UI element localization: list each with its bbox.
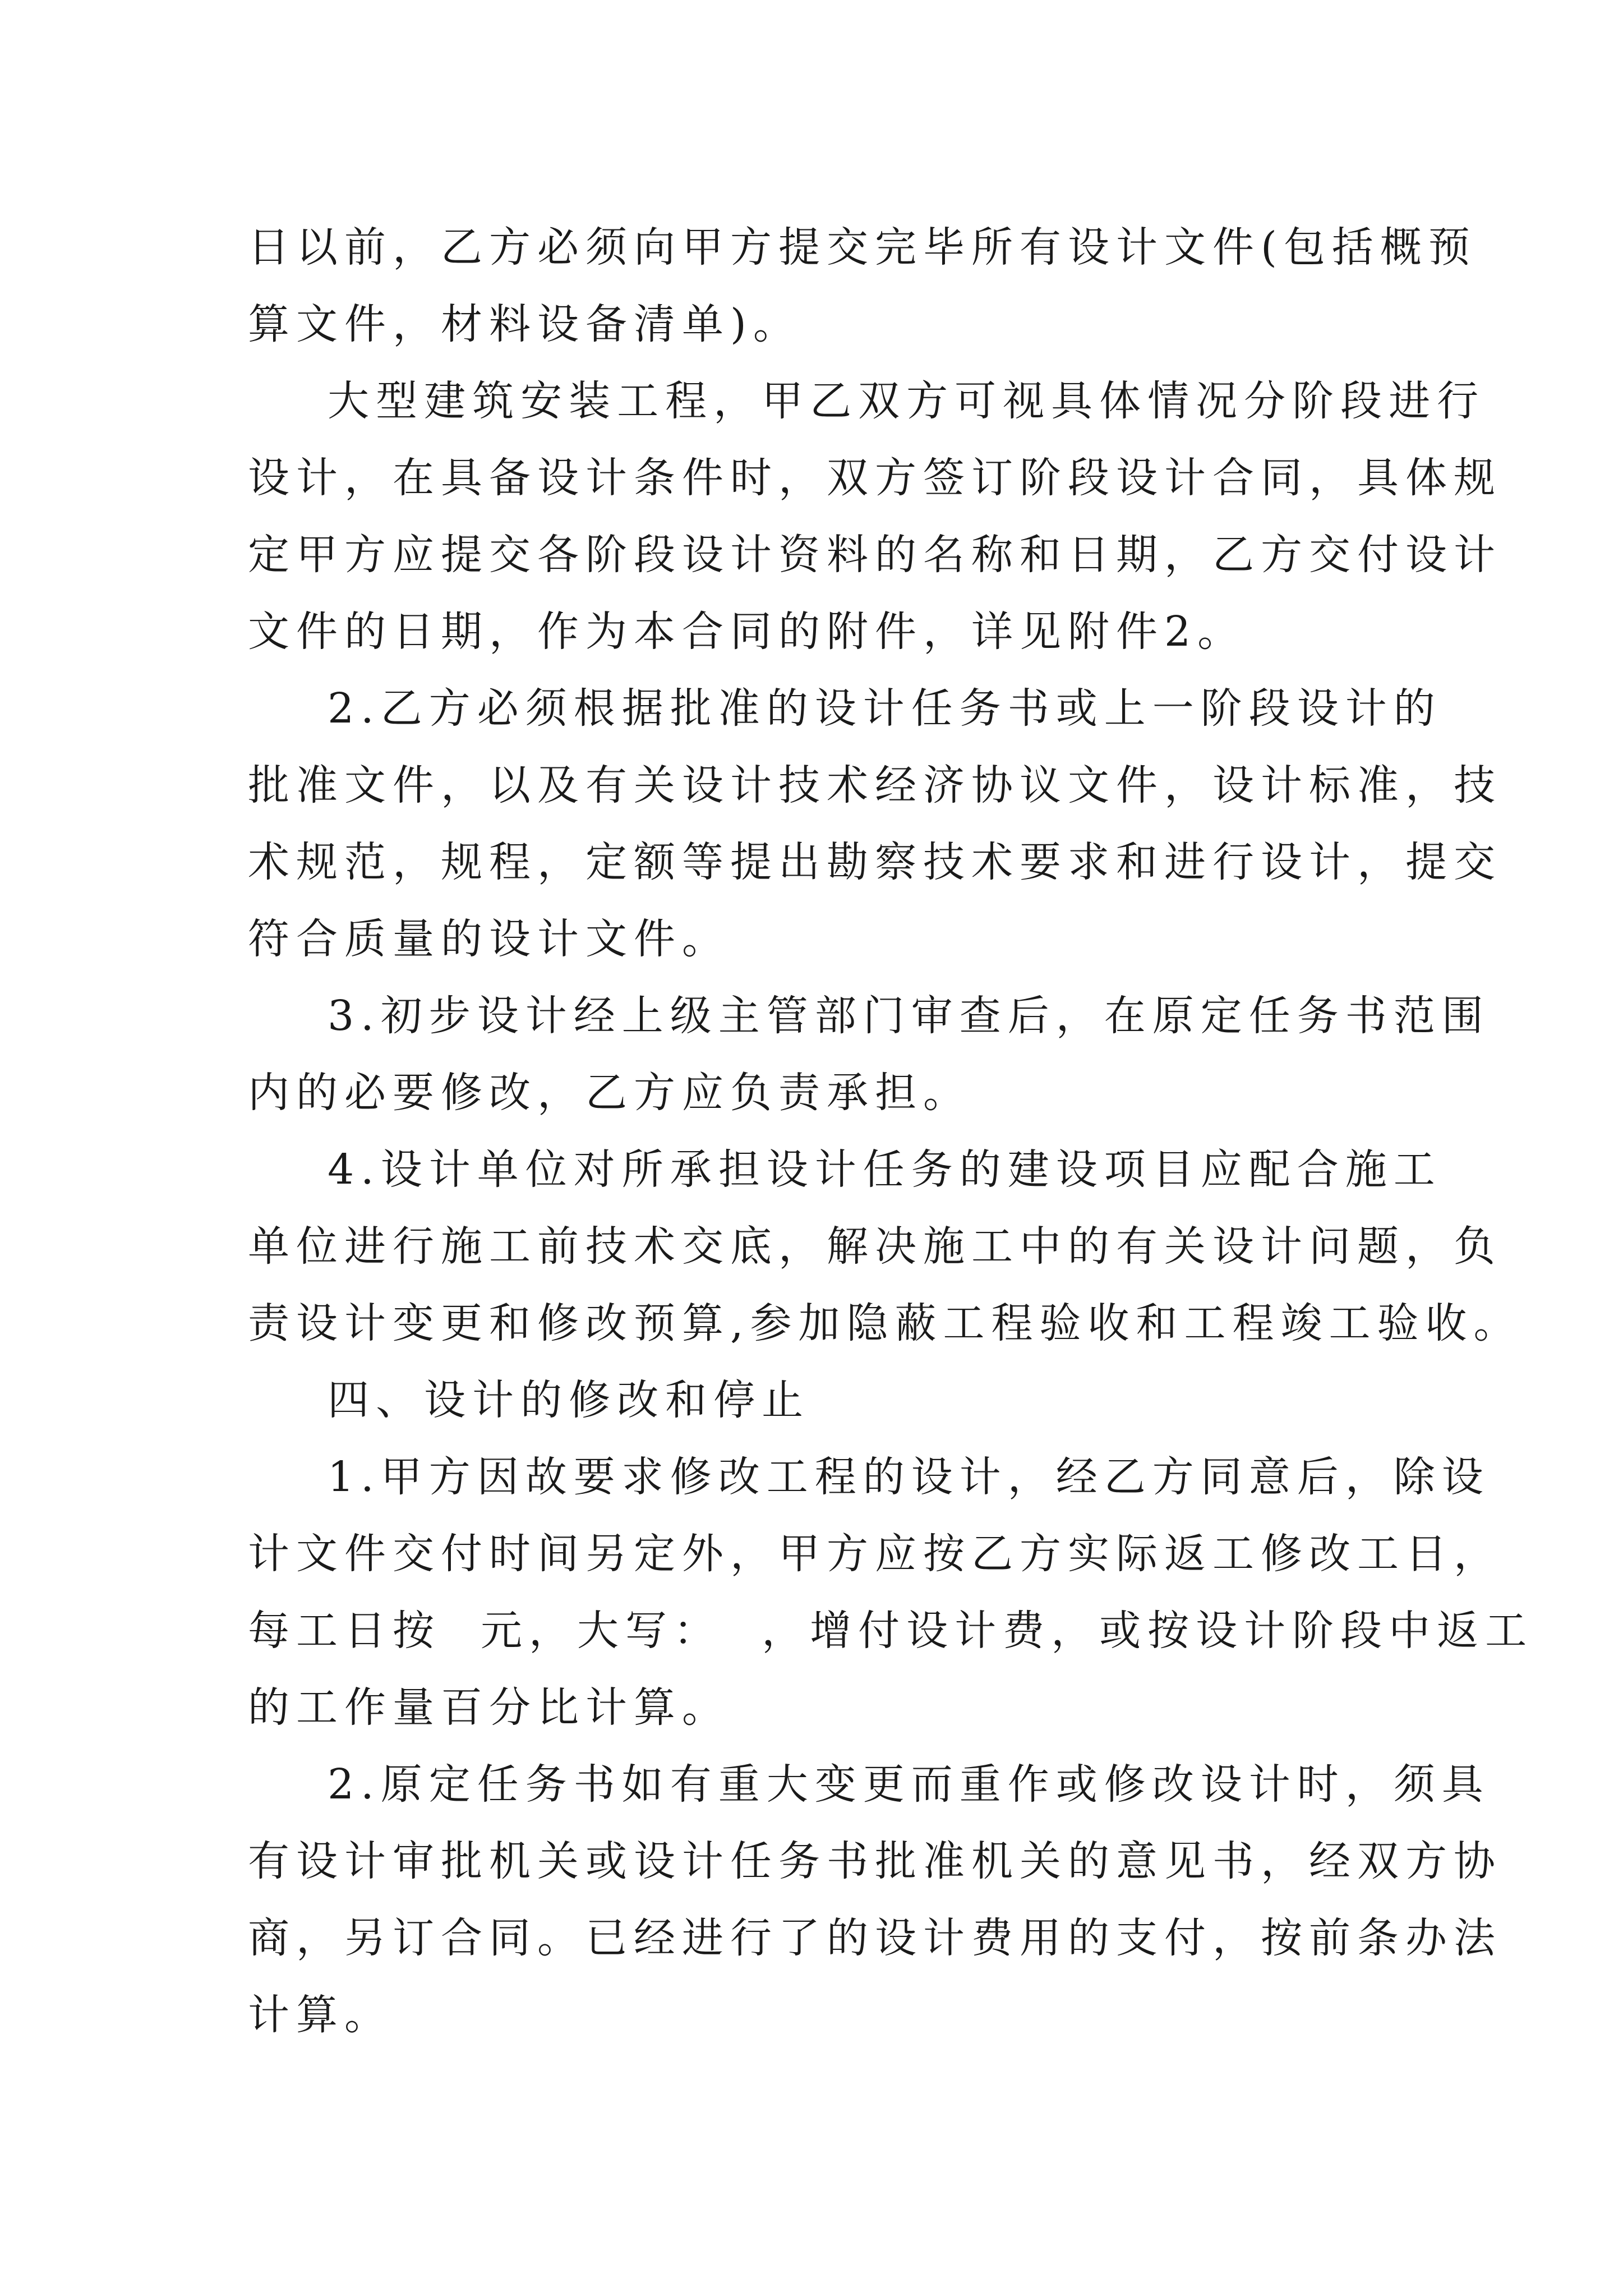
text-line: 2.原定任务书如有重大变更而重作或修改设计时，须具: [248, 1760, 1490, 1809]
text-line: 4.设计单位对所承担设计任务的建设项目应配合施工: [248, 1145, 1442, 1194]
text-line: 符合质量的设计文件。: [248, 915, 730, 963]
text-line: 有设计审批机关或设计任务书批准机关的意见书，经双方协: [248, 1837, 1502, 1885]
text-line: 责设计变更和修改预算,参加隐蔽工程验收和工程竣工验收。: [248, 1299, 1522, 1347]
text-line: 计文件交付时间另定外，甲方应按乙方实际返工修改工日，: [248, 1530, 1502, 1578]
text-line: 文件的日期，作为本合同的附件，详见附件2。: [248, 608, 1246, 656]
text-line: 单位进行施工前技术交底，解决施工中的有关设计问题，负: [248, 1222, 1502, 1271]
text-line: 内的必要修改，乙方应负责承担。: [248, 1069, 971, 1117]
text-line: 计算。: [248, 1991, 393, 2039]
text-line: 商，另订合同。已经进行了的设计费用的支付，按前条办法: [248, 1914, 1502, 1962]
text-line: 算文件，材料设备清单)。: [248, 300, 801, 348]
text-line: 3.初步设计经上级主管部门审查后，在原定任务书范围: [248, 992, 1490, 1040]
section-heading: 四、设计的修改和停止: [248, 1376, 810, 1424]
text-line: 术规范，规程，定额等提出勘察技术要求和进行设计，提交: [248, 838, 1502, 886]
contract-body-text: [248, 209, 1534, 2054]
text-line: 批准文件，以及有关设计技术经济协议文件，设计标准，技: [248, 761, 1502, 809]
text-line: 设计，在具备设计条件时，双方签订阶段设计合同，具体规: [248, 454, 1502, 502]
text-line: 定甲方应提交各阶段设计资料的名称和日期，乙方交付设计: [248, 531, 1502, 579]
text-line: 日以前，乙方必须向甲方提交完毕所有设计文件(包括概预: [248, 223, 1477, 272]
text-line: 大型建筑安装工程，甲乙双方可视具体情况分阶段进行: [248, 377, 1486, 425]
text-line: 的工作量百分比计算。: [248, 1683, 730, 1732]
text-line: 2.乙方必须根据批准的设计任务书或上一阶段设计的: [248, 684, 1442, 733]
text-line: 1.甲方因故要求修改工程的设计，经乙方同意后，除设: [248, 1453, 1490, 1501]
text-line: 每工日按 元，大写： ，增付设计费，或按设计阶段中返工: [248, 1607, 1534, 1655]
